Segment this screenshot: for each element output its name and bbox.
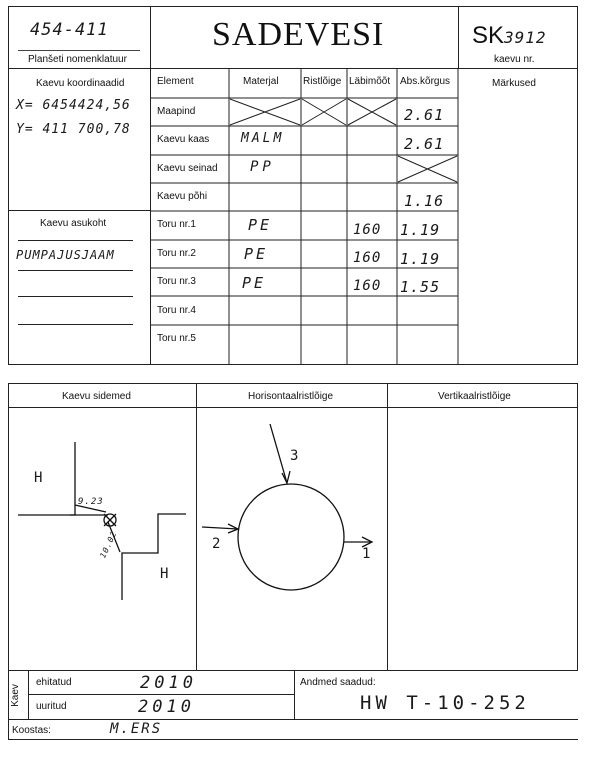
author-label: Koostas: xyxy=(12,725,51,736)
pipe-label-2: 2 xyxy=(212,536,222,552)
footer-mid-line xyxy=(28,694,295,695)
row-label-pipe-1: Toru nr.1 xyxy=(157,219,196,230)
location-value: PUMPAJUSJAAM xyxy=(16,248,115,262)
surveyed-label: uuritud xyxy=(36,701,67,712)
page-title: SADEVESI xyxy=(212,16,385,53)
surveyed-value: 2010 xyxy=(138,697,195,717)
built-value: 2010 xyxy=(140,673,197,693)
height-pipe-3: 1.55 xyxy=(400,278,441,296)
row-label-pipe-2: Toru nr.2 xyxy=(157,248,196,259)
tie-h-label-2: H xyxy=(160,566,170,582)
sketch-col3-label: Vertikaalristlõige xyxy=(438,391,511,402)
col-header-notes: Märkused xyxy=(492,78,536,89)
material-walls: PP xyxy=(250,159,275,175)
footer-side-label: Kaev xyxy=(9,684,21,707)
sketch-col2-label: Horisontaalristlõige xyxy=(248,391,334,402)
col-header-abs-height: Abs.kõrgus xyxy=(400,76,451,87)
author-value: M.ERS xyxy=(110,721,163,737)
nomenclature-label: Planšeti nomenklatuur xyxy=(28,54,127,65)
coordinate-y: Y= 411 700,78 xyxy=(16,122,131,137)
nomenclature-value: 454-411 xyxy=(30,20,109,40)
height-bottom: 1.16 xyxy=(404,192,445,210)
row-label-lid: Kaevu kaas xyxy=(157,134,210,145)
sketch-col1-label: Kaevu sidemed xyxy=(62,391,131,402)
well-number-label: kaevu nr. xyxy=(494,54,535,65)
tie-h-label-1: H xyxy=(34,470,44,486)
manhole-circle xyxy=(238,484,344,590)
col-header-diameter: Läbimõõt xyxy=(349,76,391,87)
row-label-ground: Maapind xyxy=(157,106,196,117)
data-source-value: HW T-10-252 xyxy=(360,692,530,714)
pipe-2-line xyxy=(202,527,238,529)
material-pipe-2: PE xyxy=(244,245,269,263)
building-outline xyxy=(18,442,75,515)
row-label-pipe-5: Toru nr.5 xyxy=(157,333,196,344)
height-pipe-1: 1.19 xyxy=(400,221,441,239)
height-pipe-2: 1.19 xyxy=(400,250,441,268)
well-prefix: SK xyxy=(472,22,505,49)
street-outline xyxy=(122,514,186,600)
diameter-pipe-1: 160 xyxy=(353,222,382,238)
row-label-pipe-4: Toru nr.4 xyxy=(157,305,196,316)
material-pipe-3: PE xyxy=(242,274,267,292)
pipe-label-1: 1 xyxy=(362,546,372,562)
row-label-walls: Kaevu seinad xyxy=(157,163,218,174)
material-lid: MALM xyxy=(241,131,285,146)
footer-bottom-line xyxy=(8,719,578,720)
row-label-bottom: Kaevu põhi xyxy=(157,191,208,202)
built-label: ehitatud xyxy=(36,677,72,688)
tie-distance-2: 10.02 xyxy=(98,529,119,560)
data-source-label: Andmed saadud: xyxy=(300,677,376,688)
footer-final-line xyxy=(8,739,578,740)
col-header-element: Element xyxy=(157,76,194,87)
row-label-pipe-3: Toru nr.3 xyxy=(157,276,196,287)
coordinates-label: Kaevu koordinaadid xyxy=(36,78,125,89)
height-ground: 2.61 xyxy=(404,106,445,124)
col-header-cross-section: Ristlõige xyxy=(303,76,342,87)
height-lid: 2.61 xyxy=(404,135,445,153)
col-header-material: Materjal xyxy=(243,76,279,87)
material-pipe-1: PE xyxy=(248,216,273,234)
diameter-pipe-3: 160 xyxy=(353,278,382,294)
coordinate-x: X= 6454424,56 xyxy=(16,98,131,113)
well-number-value: 3912 xyxy=(504,28,547,47)
pipe-label-3: 3 xyxy=(290,448,300,464)
footer-col-divider xyxy=(294,670,295,719)
diameter-pipe-2: 160 xyxy=(353,250,382,266)
location-label: Kaevu asukoht xyxy=(40,218,107,229)
tie-distance-1: 9.23 xyxy=(78,497,104,507)
pipe-3-line xyxy=(270,424,287,483)
